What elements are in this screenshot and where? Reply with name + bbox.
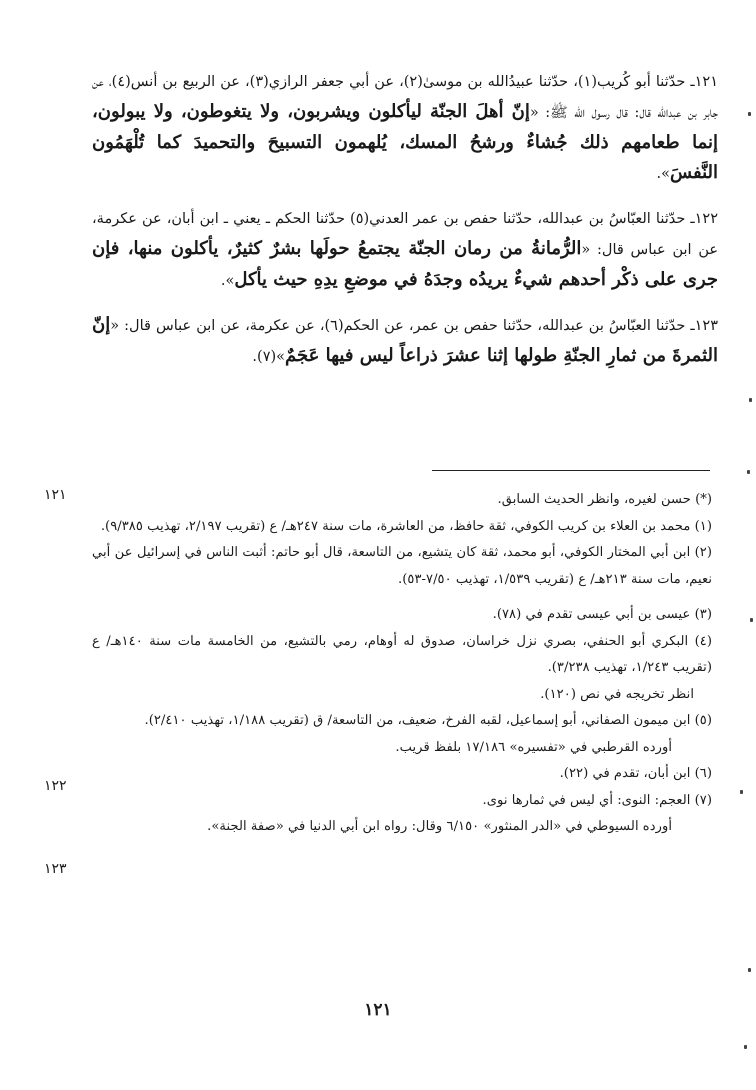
hadith-text-block <box>92 66 718 386</box>
page-number: ١٢١ <box>364 1000 392 1020</box>
scan-speck <box>747 470 750 474</box>
hadith-isnad: ١٢٣ـ حدّثنا العبّاسُ بن عبدالله، حدّثنا حفص بن عمر، عن الحكم(٦)، عن عكرمة، عن ابن عباس قال: « <box>110 318 719 334</box>
footnotes <box>92 487 712 841</box>
footnote-5: (٥) ابن ميمون الصفاني، أبو إسماعيل، لقبه الفرخ، ضعيف، من التاسعة/ ق (تقريب ١/١٨٨، تهذيب ٢/٤١٠). <box>144 713 712 728</box>
footnote-star: (*) حسن لغيره، وانظر الحديث السابق. <box>497 492 712 507</box>
hadith-tail: ». <box>220 273 235 289</box>
footnote-2: (٢) ابن أبي المختار الكوفي، أبو محمد، ثقة كان يتشيع، من التاسعة، قال أبو حاتم: أثبت الناس في إسرائيل عن أبي نعيم، مات سنة ٢١٣هـ/ ع (تقريب ١/٥٣٩، تهذيب ٧/٥٠-٥٣). <box>92 545 712 587</box>
footnote-4: (٤) البكري أبو الحنفي، بصري نزل خراسان، صدوق له أوهام، رمي بالتشيع، من الخامسة مات سنة ١٤٠هـ/ ع (تقريب ١/٢٤٣، تهذيب ٣/٢٣٨). <box>92 633 712 675</box>
footnote-1: (١) محمد بن العلاء بن كريب الكوفي، ثقة حافظ، من العاشرة، مات سنة ٢٤٧هـ/ ع (تقريب ٢/١٩٧، تهذيب ٩/٣٨٥). <box>100 518 712 534</box>
hadith-isnad: ١٢٢ـ حدّثنا العبّاسُ بن عبدالله، حدّثنا حفص بن عمر العدني(٥) حدّثنا الحكم ـ يعني ـ ابن أبان، عن عكرمة، عن ابن عباس قال: « <box>92 211 719 258</box>
scan-speck <box>749 398 752 402</box>
footnote-6: (٦) ابن أبان، تقدم في (٢٢). <box>559 766 712 781</box>
hadith-matn: الرُّمانةُ من رمان الجنّة يجتمعُ حولَها بشرٌ كثيرٌ، يأكلون منها، فإن جرى على ذكْر أحدهم شيءٌ يريدُه وجدَهُ في موضعِ يدِهِ حيث يأكل <box>92 238 718 290</box>
scan-speck <box>740 790 743 794</box>
margin-number: ١٢٢ <box>44 778 67 794</box>
hadith-123 <box>92 310 718 372</box>
hadith-121 <box>92 66 718 189</box>
footnote-takhrij: انظر تخريجه في نص (١٢٠). <box>540 686 694 702</box>
footnote-3: (٣) عيسى بن أبي عيسى تقدم في (٧٨). <box>492 607 712 622</box>
hadith-tail: »(٧). <box>252 349 286 365</box>
footnote-7: (٧) العجم: النوى: أي ليس في ثمارها نوى. <box>482 792 712 808</box>
hadith-122 <box>92 203 718 296</box>
margin-number: ١٢١ <box>44 487 67 503</box>
scan-speck <box>750 618 753 622</box>
scan-speck <box>748 112 751 116</box>
hadith-matn: إنّ الثمرةَ من ثمارِ الجنّةِ طولها إثنا عشرَ ذراعاً ليس فيها عَجَمٌ <box>92 314 718 366</box>
hadith-isnad: ١٢١ـ حدّثنا أبو كُريب(١)، حدّثنا عبيدُالله بن موسىٰ(٢)، عن أبي جعفر الرازي(٣)، عن الربيع بن أنس(٤)، عن جابر بن عبدالله قال: قال رسول الله ﷺ: « <box>92 74 719 121</box>
footnote-source-qurtubi: أورده القرطبي في «تفسيره» ١٧/١٨٦ بلفظ قريب. <box>395 739 672 755</box>
footnote-source-suyuti: أورده السيوطي في «الدر المنثور» ٦/١٥٠ وقال: رواه ابن أبي الدنيا في «صفة الجنة». <box>207 819 672 834</box>
hadith-tail: ». <box>656 166 671 182</box>
scan-speck <box>748 968 751 972</box>
hadith-matn: إنّ أهلَ الجنّة ليأكلون ويشربون، ولا يتغوطون، ولا يبولون، إنما طعامهم ذلك جُشاءٌ ورشحُ المسك، يُلهمون التسبيحَ والتحميدَ كما تُلْهَمُون النَّفسَ <box>92 101 718 183</box>
scan-speck <box>744 1045 747 1049</box>
footnote-separator <box>432 470 710 471</box>
margin-number: ١٢٣ <box>44 861 67 877</box>
